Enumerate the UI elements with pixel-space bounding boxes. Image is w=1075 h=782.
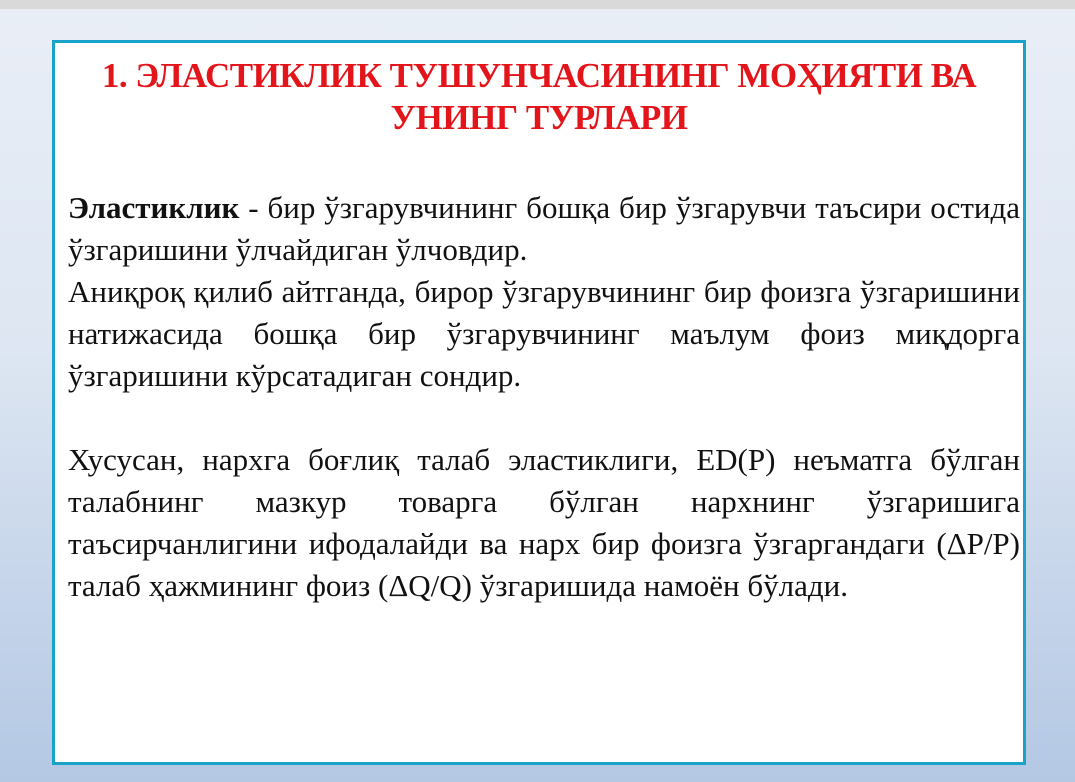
definition-text: - бир ўзгарувчининг бошқа бир ўзгарувчи таъсири остида ўзгаришини ўлчайдиган ўлчовдир. (68, 190, 1020, 267)
slide-card (52, 40, 1026, 765)
slide-title-line-2: УНИНГ ТУРЛАРИ (390, 98, 688, 137)
slide-title (55, 55, 1023, 139)
slide-body (68, 187, 1020, 607)
slide-title-line-1: 1. ЭЛАСТИКЛИК ТУШУНЧАСИНИНГ МОҲИЯТИ ВА (101, 56, 977, 95)
price-elasticity-paragraph: Хусусан, нархга боғлиқ талаб эластиклиги, ED(P) неъматга бўлган талабнинг мазкур товарга бўлган нархнинг ўзгаришига таъсирчанлигини ифодалайди ва нарх бир фоизга ўзгаргандаги (ΔP/P) талаб ҳажмининг фоиз (ΔQ/Q) ўзгаришида намоён бўлади. (68, 442, 1020, 603)
definition-paragraph (68, 187, 1020, 271)
top-strip (0, 0, 1075, 9)
definition-term: Эластиклик (68, 190, 240, 225)
clarification-paragraph: Аниқроқ қилиб айтганда, бирор ўзгарувчининг бир фоизга ўзгаришини натижасида бошқа бир ўзгарувчининг маълум фоиз миқдорга ўзгаришини кўрсатадиган сондир. (68, 274, 1020, 393)
